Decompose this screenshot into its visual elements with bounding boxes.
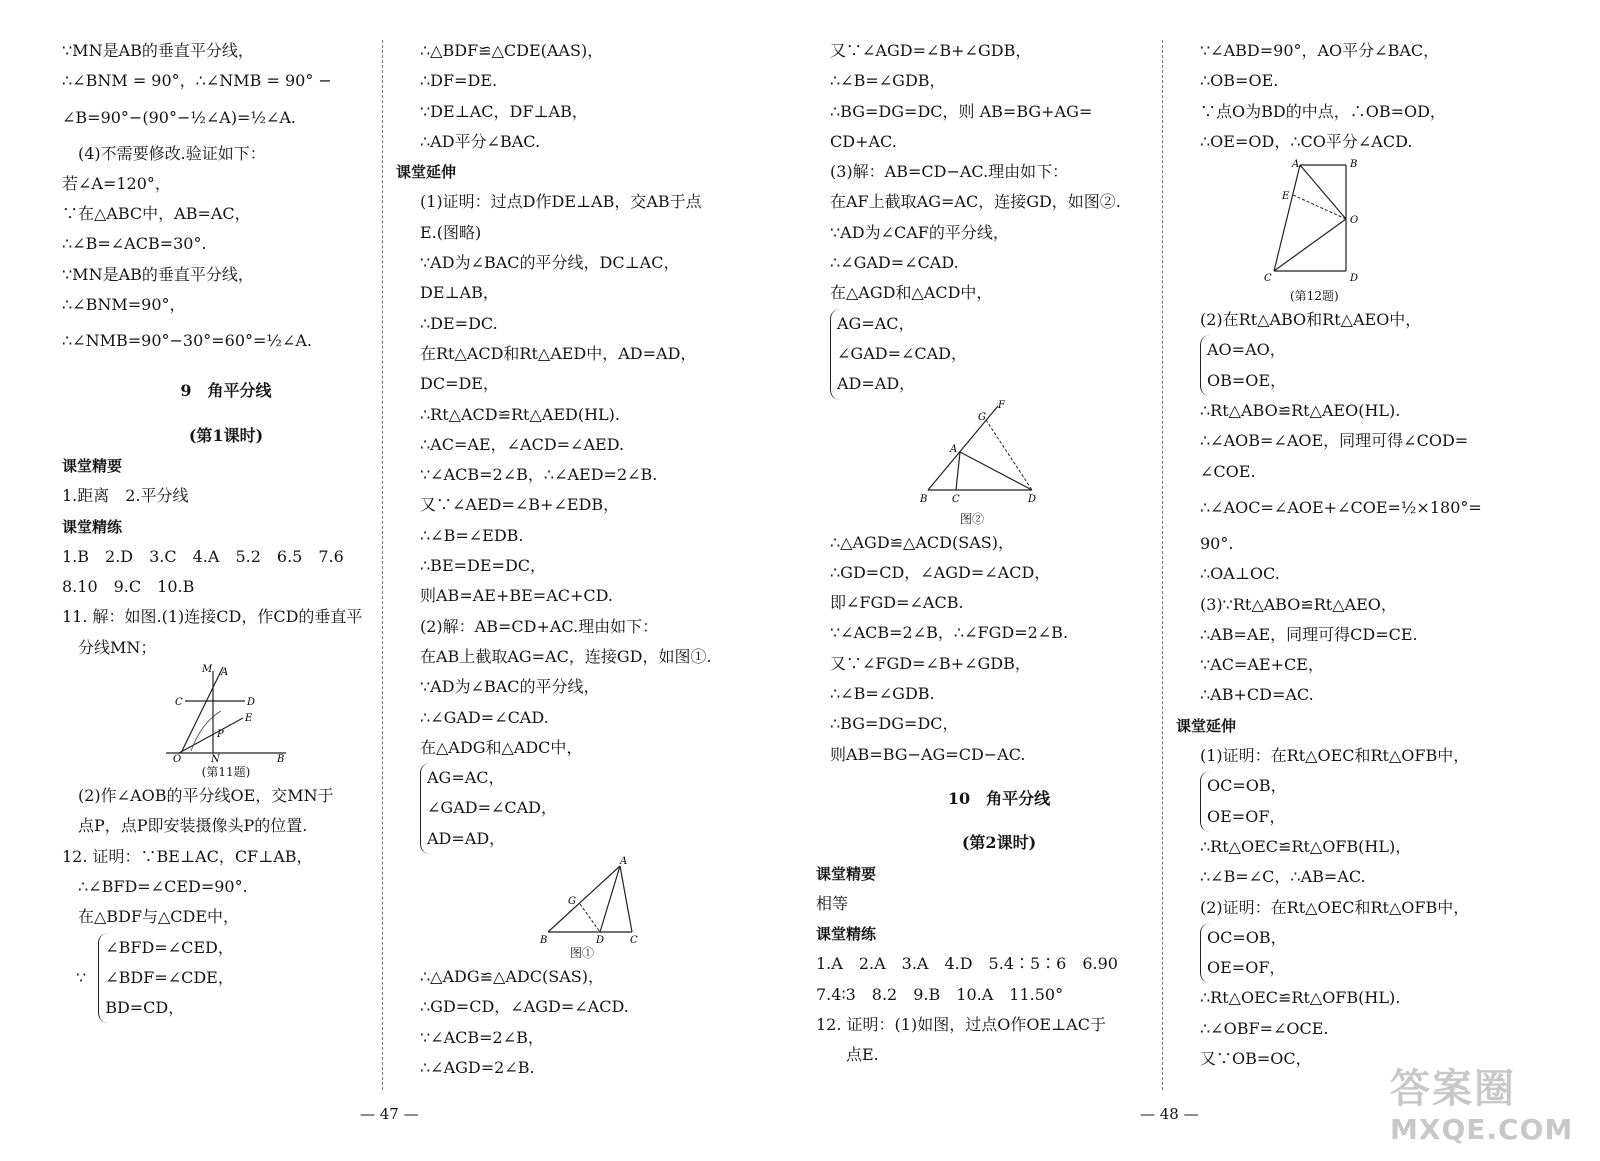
text-line: ∴OB=OE. [1200,71,1279,91]
column-1 [62,36,390,1023]
figure-12 [1260,157,1540,305]
condition: AD=AD， [837,374,916,394]
section-heading: 课堂延伸 [1176,716,1237,735]
watermark-url: MXQE.COM [1390,1113,1574,1146]
svg-text:D: D [1028,493,1037,505]
condition: ∠BDF=∠CDE， [105,967,234,987]
answer-line: 7.4∶3 8.2 9.B 10.A 11.50° [816,984,1064,1004]
text-line: 则AB=AE+BE=AC+CD. [420,586,613,606]
condition: OE=OF， [1207,958,1286,978]
svg-text:O: O [173,754,182,764]
text-line: 11. 解：如图.(1)连接CD，作CD的垂直平 [62,607,363,627]
svg-text:C: C [1264,273,1272,285]
text-line: 在AF上截取AG=AC，连接GD，如图②. [830,192,1121,212]
text-line: ∠B=90°−(90°−½∠A)=½∠A. [62,107,297,127]
text-line: ∴△AGD≌△ACD(SAS)， [830,532,1014,552]
figure-1-diagram [540,854,650,944]
text-line: 12. 证明：(1)如图，过点O作OE⊥AC于 [816,1015,1106,1035]
column-4 [1176,36,1540,1074]
section-heading: 课堂精练 [62,517,123,536]
text-line: ∴∠AGD=2∠B. [420,1057,535,1077]
text-line: 在△BDF与△CDE中， [78,907,240,927]
svg-text:B: B [1350,159,1358,171]
text-line: DC=DE， [420,374,499,394]
lesson-title: (第1课时) [188,425,264,445]
text-line: ∴∠OBF=∠OCE. [1200,1018,1329,1038]
column-3 [816,36,1168,1071]
text-line: (1)证明：过点D作DE⊥AB，交AB于点 [420,192,702,212]
text-line: ∴∠BNM = 90°，∴∠NMB = 90° − [62,71,332,91]
text-line: ∴∠B=∠GDB， [830,71,946,91]
text-line: ∴∠AOB=∠AOE，同理可得∠COD= [1200,431,1469,451]
svg-text:G: G [978,411,986,423]
figure-12-diagram [1260,157,1380,287]
text-line: (2)在Rt△ABO和Rt△AEO中， [1200,310,1422,330]
text-line: 即∠FGD=∠ACB. [830,593,964,613]
svg-text:F: F [998,399,1005,411]
text-line: ∴BE=DE=DC， [420,556,547,576]
svg-text:A: A [1292,159,1300,171]
text-line: ∴∠B=∠EDB. [420,525,524,545]
answer-line: 1.A 2.A 3.A 4.D 5.4∶5∶6 6.90 [816,954,1118,974]
condition: BD=CD， [105,998,185,1018]
text-line: ∴Rt△OEC≌Rt△OFB(HL). [1200,988,1401,1008]
section-heading: 课堂精要 [816,864,877,883]
text-line: 12. 证明：∵BE⊥AC，CF⊥AB， [62,846,313,866]
svg-text:C: C [175,697,183,709]
text-line: E.(图略) [420,222,482,242]
text-line: ∴∠B=∠C，∴AB=AC. [1200,867,1366,887]
text-line: ∴BG=DG=DC，则 AB=BG+AG= [830,101,1093,121]
answer-line: 1.B 2.D 3.C 4.A 5.2 6.5 7.6 [62,546,344,566]
text-line: ∴BG=DG=DC， [830,714,959,734]
svg-text:A: A [620,856,628,868]
section-title: 9 角平分线 [180,381,272,401]
brace-group [62,933,390,1024]
condition: OB=OE， [1207,370,1287,390]
text-line: 在△ADG和△ADC中， [420,737,583,757]
text-line: 点P，点P即安装摄像头P的位置. [78,816,308,836]
text-line: CD+AC. [830,131,897,151]
svg-text:N: N [211,754,220,764]
svg-text:O: O [1350,215,1359,227]
condition: ∠GAD=∠CAD， [427,798,558,818]
brace-conditions [1200,335,1540,396]
text-line: ∴Rt△ACD≌Rt△AED(HL). [420,404,620,424]
brace-conditions [1200,923,1540,984]
text-line: ∵∠ACB=2∠B，∴∠AED=2∠B. [420,465,658,485]
text-line: ∴∠BNM=90°， [62,295,186,315]
text-line: ∴△ADG≌△ADC(SAS)， [420,967,604,987]
text-line: (3)解：AB=CD−AC.理由如下： [830,162,1069,182]
text-line: ∵在△ABC中，AB=AC， [62,204,251,224]
watermark-title: 答案圈 [1390,1066,1516,1112]
text-line: ∠COE. [1200,461,1256,481]
text-line: ∴AD平分∠BAC. [420,131,541,151]
condition: ∠GAD=∠CAD， [837,343,968,363]
page-number-right: — 48 — [1140,1105,1199,1123]
text-line: ∴GD=CD，∠AGD=∠ACD， [830,562,1051,582]
brace-conditions [1200,771,1540,832]
figure-2-diagram [920,400,1050,510]
text-line: ∵∠ABD=90°，AO平分∠BAC， [1200,41,1440,60]
svg-text:A: A [950,443,958,455]
text-line: ∴AB+CD=AC. [1200,685,1314,705]
text-line: ∴∠B=∠GDB. [830,684,935,704]
text-line: ∴∠B=∠ACB=30°. [62,234,207,254]
text-line: 分线MN； [78,637,157,657]
text-line: ∴OA⊥OC. [1200,564,1280,584]
svg-text:E: E [245,713,253,725]
svg-text:G: G [568,896,576,908]
text-line: 又∵∠AGD=∠B+∠GDB， [830,41,1032,60]
text-line: 相等 [816,893,849,913]
text-line: ∵∠ACB=2∠B，∴∠FGD=2∠B. [830,623,1069,643]
figure-caption: (第11题) [201,765,251,780]
text-line: (2)证明：在Rt△OEC和Rt△OFB中， [1200,897,1470,917]
column-2 [396,36,758,1083]
because-symbol: ∵ [76,967,87,987]
svg-text:D: D [247,697,256,709]
condition: OC=OB， [1207,927,1287,947]
svg-text:D: D [596,935,605,945]
watermark-logo [1390,1065,1580,1161]
svg-text:C: C [630,935,638,945]
text-line: ∴OE=OD，∴CO平分∠ACD. [1200,131,1413,151]
section-heading: 课堂延伸 [396,163,457,182]
text-line: 在AB上截取AG=AC，连接GD，如图①. [420,646,712,666]
text-line: ∴∠GAD=∠CAD. [830,253,959,273]
figure-11 [62,663,390,781]
condition: AD=AD， [427,828,506,848]
column-divider [382,40,383,1090]
figure-2 [920,400,1168,528]
text-line: ∴∠BFD=∠CED=90°. [78,876,248,896]
text-line: (4)不需要修改.验证如下： [78,143,266,163]
text-line: ∴DE=DC. [420,313,498,333]
text-line: 1.距离 2.平分线 [62,486,189,506]
text-line: 又∵OB=OC， [1200,1049,1312,1069]
text-line: (3)∵Rt△ABO≌Rt△AEO， [1200,594,1397,614]
text-line: ∵AD为∠BAC的平分线， [420,677,600,697]
brace-conditions [420,763,758,854]
condition: AG=AC， [427,768,505,788]
condition: ∠BFD=∠CED， [105,937,234,957]
brace-conditions [830,309,1168,400]
text-line: 在△AGD和△ACD中， [830,283,993,303]
svg-text:E: E [1282,191,1290,203]
text-line: ∴∠NMB=90°−30°=60°=½∠A. [62,331,312,351]
svg-text:B: B [540,935,548,945]
svg-text:P: P [217,729,224,741]
text-line: 则AB=BG−AG=CD−AC. [830,744,1026,764]
text-line: ∵MN是AB的垂直平分线， [62,41,254,60]
text-line: ∵AD为∠CAF的平分线， [830,222,1009,242]
text-line: (2)解：AB=CD+AC.理由如下： [420,616,659,636]
text-line: ∴AB=AE，同理可得CD=CE. [1200,624,1418,644]
lesson-title: (第2课时) [961,833,1037,853]
text-line: ∴∠GAD=∠CAD. [420,707,549,727]
svg-text:B: B [277,754,285,764]
text-line: ∴Rt△OEC≌Rt△OFB(HL)， [1200,836,1412,856]
section-title: 10 角平分线 [947,788,1051,808]
text-line: (1)证明：在Rt△OEC和Rt△OFB中， [1200,746,1470,766]
figure-caption: 图② [960,511,985,526]
text-line: 又∵∠FGD=∠B+∠GDB， [830,653,1031,673]
svg-text:A: A [221,667,229,679]
text-line: 若∠A=120°， [62,173,171,193]
text-line: ∴GD=CD，∠AGD=∠ACD. [420,997,629,1017]
brace-conditions [98,933,234,1024]
svg-text:D: D [1350,273,1359,285]
text-line: ∵∠ACB=2∠B， [420,1027,544,1047]
figure-11-diagram [161,663,291,763]
section-heading: 课堂精练 [816,925,877,944]
figure-caption: (第12题) [1290,289,1339,304]
text-line: ∴∠AOC=∠AOE+∠COE=½×180°= [1200,497,1482,517]
svg-text:M: M [202,664,213,676]
text-line: ∵AD为∠BAC的平分线，DC⊥AC， [420,253,680,273]
svg-text:C: C [952,493,960,505]
section-heading: 课堂精要 [62,456,123,475]
svg-text:B: B [920,493,928,505]
text-line: ∴AC=AE，∠ACD=∠AED. [420,434,625,454]
text-line: ∵点O为BD的中点，∴OB=OD， [1200,101,1446,121]
condition: AG=AC， [837,313,915,333]
condition: AO=AO， [1207,340,1286,360]
text-line: ∵AC=AE+CE， [1200,655,1324,675]
text-line: ∵DE⊥AC，DF⊥AB， [420,101,588,121]
condition: OE=OF， [1207,806,1286,826]
condition: OC=OB， [1207,776,1287,796]
answer-line: 8.10 9.C 10.B [62,577,195,597]
text-line: ∴Rt△ABO≌Rt△AEO(HL). [1200,401,1401,421]
text-line: 90°. [1200,533,1234,553]
text-line: DE⊥AB， [420,283,499,303]
figure-1 [540,854,758,962]
page-number-left: — 47 — [360,1105,419,1123]
figure-caption: 图① [570,946,595,961]
text-line: 在Rt△ACD和Rt△AED中，AD=AD， [420,343,697,363]
text-line: 又∵∠AED=∠B+∠EDB， [420,495,620,515]
text-line: ∴△BDF≌△CDE(AAS)， [420,41,604,60]
text-line: ∴DF=DE. [420,71,498,91]
column-divider [1162,40,1163,1090]
text-line: 点E. [846,1045,879,1065]
text-line: (2)作∠AOB的平分线OE，交MN于 [78,786,334,806]
text-line: ∵MN是AB的垂直平分线， [62,264,254,284]
